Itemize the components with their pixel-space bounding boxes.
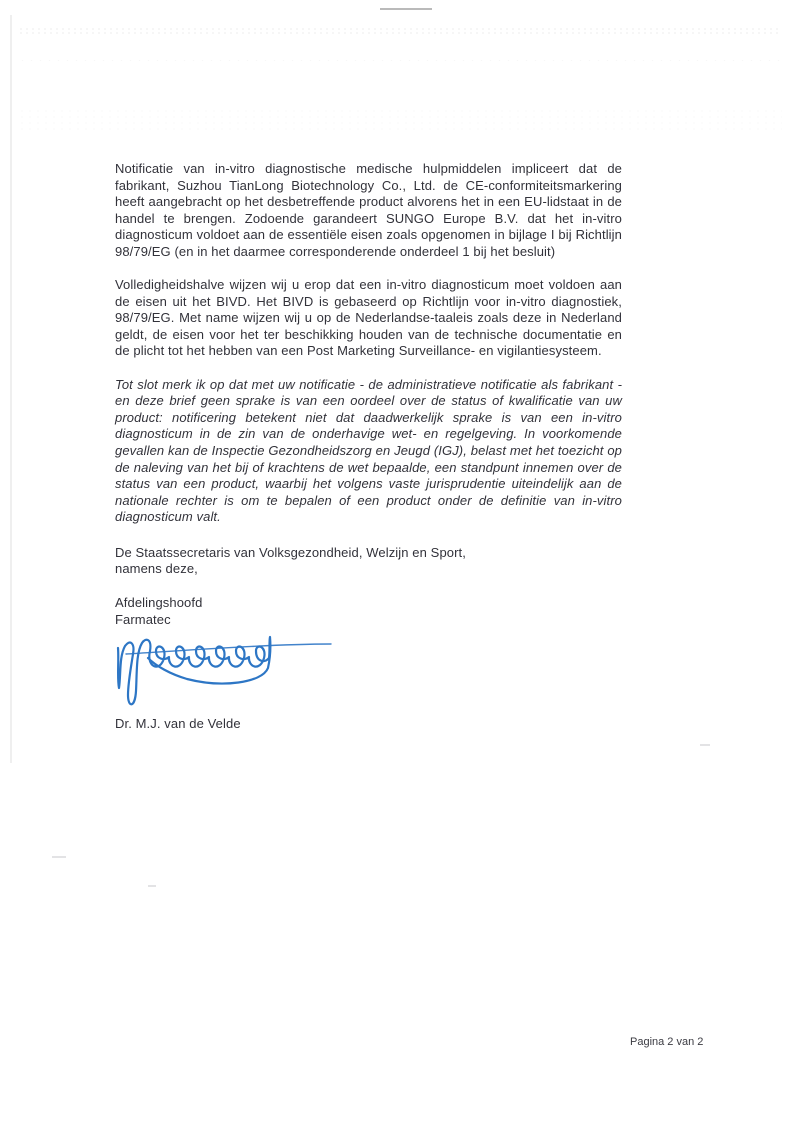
closing-line-namens: namens deze, (115, 561, 198, 577)
page-number: Pagina 2 van 2 (630, 1036, 704, 1048)
paragraph-requirements: Volledigheidshalve wijzen wij u erop dat een in-vitro diagnosticum moet voldoen aan de eisen uit het BIVD. Het BIVD is gebaseerd op Richtlijn voor in-vitro diagnostiek, 98/79/EG. Met name wijzen wij u op de Nederlandse-taaleis zoals deze in Nederland geldt, de eisen voor het ter beschikking houden van de technische documentatie en de plicht tot het hebben van een Post Marketing Surveillance- en vigilantiesysteem. (115, 277, 622, 359)
letter-body (115, 161, 622, 733)
closing-department: Farmatec (115, 611, 171, 627)
role-block (115, 595, 622, 628)
scan-page-edge (10, 15, 12, 763)
closing-block (115, 545, 622, 578)
signature (112, 631, 334, 713)
scan-speck (148, 885, 156, 887)
scan-speck (52, 856, 66, 858)
scan-artifact-dash (380, 8, 432, 10)
paragraph-notification: Notificatie van in-vitro diagnostische medische hulpmiddelen impliceert dat de fabrikant, Suzhou TianLong Biotechnology Co., Ltd. de CE-conformiteitsmarkering heeft aangebracht op het desbetreffende product alvorens het in een EU-lidstaat in de handel te brengen. Zodoende garandeert SUNGO Europe B.V. dat het in-vitro diagnosticum voldoet aan de essentiële eisen zoals opgenomen in bijlage I bij Richtlijn 98/79/EG (en in het daarmee corresponderende onderdeel 1 bij het besluit) (115, 161, 622, 259)
paragraph-disclaimer: Tot slot merk ik op dat met uw notificatie - de administratieve notificatie als fabrikant - en deze brief geen sprake is van een oordeel over de status of kwalificatie van uw product: notificering betekent niet dat daadwerkelijk sprake is van een in-vitro diagnosticum in de zin van de onderhavige wet- en regelgeving. In voorkomende gevallen kan de Inspectie Gezondheidszorg en Jeugd (IGJ), belast met het toezicht op de naleving van het bij of krachtens de wet bepaalde, een standpunt innemen over de status van een product, waarbij het volgens vaste jurisprudentie uiteindelijk aan de nationale rechter is om te bepalen of een product onder de definitie van in-vitro diagnosticum valt. (115, 376, 622, 525)
scan-noise-band (18, 27, 782, 36)
signee-name: Dr. M.J. van de Velde (115, 716, 241, 732)
closing-role: Afdelingshoofd (115, 595, 203, 611)
scan-noise-band (18, 58, 782, 64)
scan-noise-band (18, 108, 782, 134)
closing-line-secretary: De Staatssecretaris van Volksgezondheid, Welzijn en Sport, (115, 544, 466, 560)
scan-speck (700, 744, 710, 746)
